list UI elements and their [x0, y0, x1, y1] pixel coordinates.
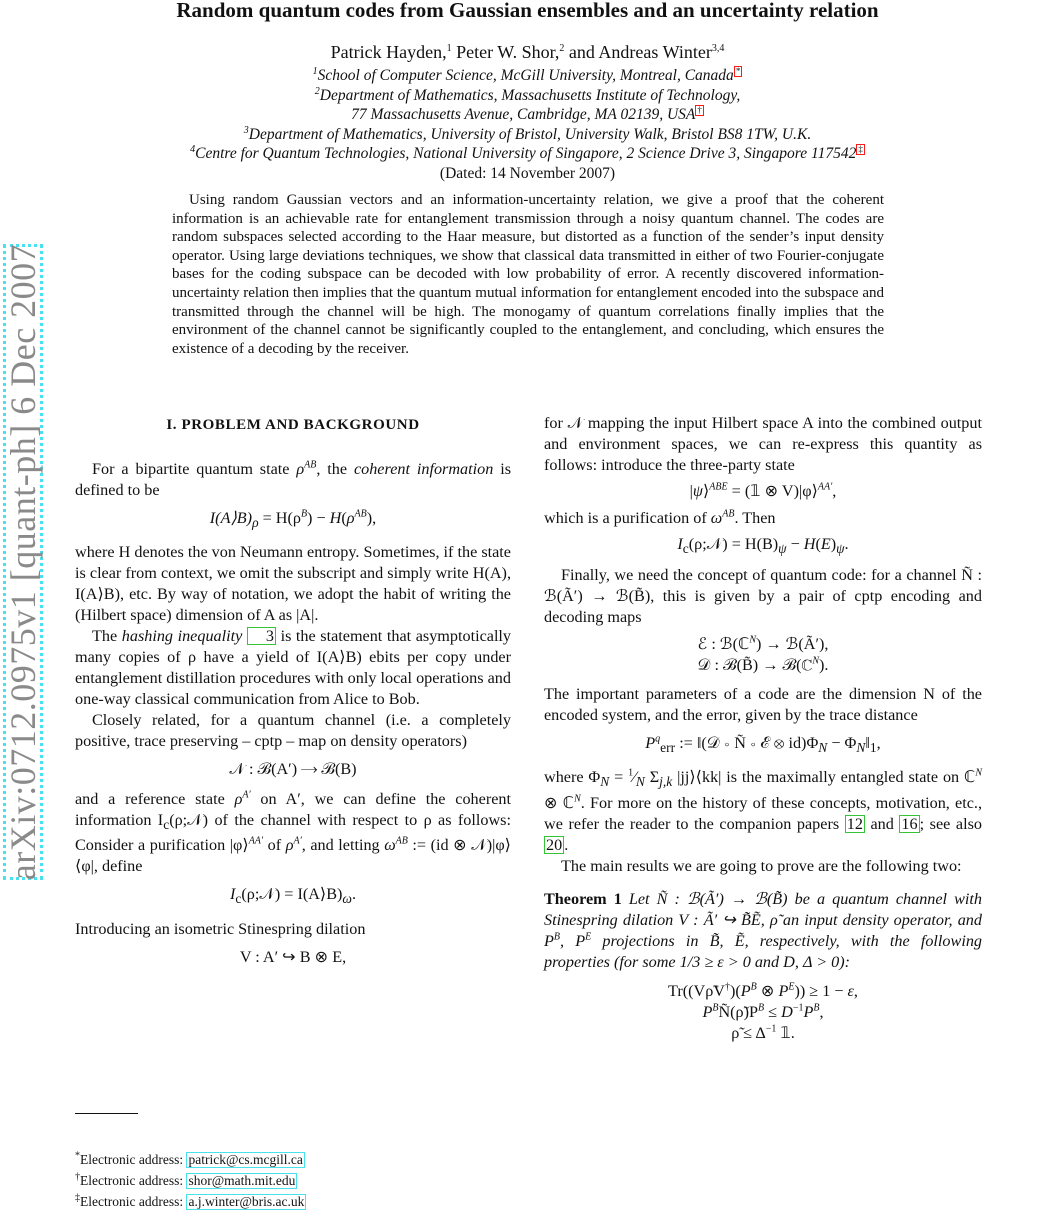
right-column — [544, 413, 982, 1044]
paragraph-max-entangled: where $\Phi_N$ = $^1⁄_N$ $\Sigma_{j,k}$ |jj⟩⟨kk| is the maximally entangled state on ℂ$^N$ ⊗ ℂ$^N$. For more on the history of these concepts, motivation, etc., we refer the reader to the companion papers 12 and 16 ; see also 20 . — [544, 768, 982, 854]
equation-stinespring: V : A′ ↪ B ⊗ E, — [239, 947, 347, 966]
footnotes — [75, 1149, 306, 1212]
citation-16[interactable]: 16 — [901, 814, 918, 833]
citation-3[interactable]: 3 — [247, 627, 276, 645]
affiliation-list — [0, 66, 1055, 183]
email-link-shor[interactable]: shor@math.mit.edu — [188, 1173, 296, 1188]
author-hayden: Patrick Hayden, — [330, 42, 447, 62]
affiliation-2b: 77 Massachusetts Avenue, Cambridge, MA 02139, USA † — [351, 105, 702, 124]
theorem-1: Theorem 1 Let Ñ : ℬ(Ã′) → ℬ(B̃) be a quantum channel with Stinespring dilation V : Ã′ ↪ B̃Ẽ, ρ̃ an input density operator, and $P^B$, $P^E$ projections in B̃, Ẽ, respectively, with the following properties (for some 1/3 ≥ ε > 0 and D, Δ > 0): — [544, 889, 983, 971]
paragraph-stinespring: Introducing an isometric Stinespring dilation — [75, 919, 366, 938]
paragraph-reference-state: and a reference state $\rho^{A'}$ on A′, we can define the coherent information $I_c(\rho;𝒩)$ of the channel with respect to ρ as follows: Consider a purification |φ⟩$^{AA'}$ of $\rho^{A'}$, and letting $\omega^{AB}$ := (id ⊗ 𝒩)|φ⟩⟨φ|, define — [75, 789, 511, 876]
affiliation-2a: $^2$Department of Mathematics, Massachusetts Institute of Technology, — [314, 85, 741, 104]
author-winter: and Andreas Winter — [568, 42, 712, 62]
arxiv-id-stamp[interactable] — [3, 244, 43, 880]
equation-theorem-3: ρ̃ ≤ $\Delta^{-1}$ 𝟙. — [731, 1023, 795, 1042]
affiliation-3: $^3$Department of Mathematics, University of Bristol, University Walk, Bristol BS8 1TW, U.K. — [243, 124, 812, 143]
author-shor: Peter W. Shor, — [456, 42, 560, 62]
section-heading: I. PROBLEM AND BACKGROUND — [166, 417, 420, 433]
equation-theorem-1: $Tr((V\rhõV^\dagger)(P^B$ ⊗ $P^E)) \ge 1 - \varepsilon$, — [668, 981, 858, 1000]
equation-error: $P^q_{err}$ := ‖(𝒟 ∘ Ñ ∘ ℰ ⊗ $id)\Phi_N$ − $\Phi_N‖_1$, — [645, 733, 881, 756]
theorem-label: Theorem 1 — [544, 889, 622, 908]
footnote-link-1[interactable]: * — [735, 66, 741, 76]
footnote-link-2[interactable]: † — [697, 105, 702, 116]
citation-12[interactable]: 12 — [846, 814, 863, 833]
paragraph-mapping: for 𝒩 mapping the input Hilbert space A into the combined output and environment spaces, we can re-express this quantity as follows: introduce the three-party state — [544, 414, 982, 474]
equation-coherent-info: $I(A⟩B)_\rho = H(\rho^B) - H(\rho^{AB})$, — [209, 508, 377, 531]
dated-line: (Dated: 14 November 2007) — [439, 164, 616, 182]
footnote-2: †Electronic address: shor@math.mit.edu — [75, 1171, 296, 1188]
footnote-rule — [75, 1113, 138, 1114]
affiliation-1: $^1$School of Computer Science, McGill University, Montreal, Canada * — [312, 66, 741, 85]
footnote-link-3[interactable]: ‡ — [858, 144, 863, 155]
citation-20[interactable]: 20 — [546, 835, 563, 854]
equation-theorem-2: $P^BÑ(\rhõ)P^B \le D^{-1}P^B$, — [702, 1002, 824, 1021]
paragraph-hashing: The hashing inequality 3 is the statement that asymptotically many copies of ρ have a yield of I(A⟩B) ebits per copy under entanglement distillation procedures with only local operations and one-way classical communication from Alice to Bob. — [75, 627, 512, 709]
left-column — [75, 411, 511, 977]
paragraph-purification: which is a purification of $\omega^{AB}$. Then — [544, 508, 776, 527]
paragraph-parameters: The important parameters of a code are the dimension N of the encoded system, and the error, given by the trace distance — [544, 685, 982, 725]
equation-channel-map: 𝒩 : ℬ(A′) ⟶ ℬ(B) — [229, 760, 357, 779]
email-link-winter[interactable]: a.j.winter@bris.ac.uk — [188, 1194, 305, 1209]
equation-ic-definition: $I_c(\rho;𝒩)$ = $I(A⟩B)_\omega$. — [229, 885, 357, 907]
equation-encoding: ℰ : ℬ(ℂ$^N$) → ℬ(Ã′), — [697, 634, 829, 654]
paragraph-coherent-info: For a bipartite quantum state $\rho^{AB}$, the coherent information is defined to be — [75, 459, 511, 499]
footnote-3: ‡Electronic address: a.j.winter@bris.ac.uk — [75, 1192, 305, 1209]
paragraph-quantum-code: Finally, we need the concept of quantum code: for a channel Ñ : ℬ(Ã′) → ℬ(B̃), this is given by a pair of cptp encoding and decoding maps — [544, 566, 982, 627]
equation-ic-purification: $I_c(\rho;𝒩) = H(B)_\psi - H(E)_\psi$. — [677, 535, 849, 557]
paragraph-channel: Closely related, for a quantum channel (i.e. a completely positive, trace preserving – cptp – map on density operators) — [75, 711, 511, 751]
paper-title: Random quantum codes from Gaussian ensembles and an uncertainty relation — [176, 0, 879, 22]
equation-decoding: 𝒟 : ℬ(B̃) → ℬ(ℂ$^N$). — [697, 655, 829, 675]
author-list: Patrick Hayden,$^1$ Peter W. Shor,$^2$ and Andreas Winter$^{3,4}$ — [330, 42, 725, 62]
paragraph-von-neumann: where H denotes the von Neumann entropy. Sometimes, if the state is clear from context, we omit the subscript and simply write H(A), I(A⟩B), etc. By way of notation, we adopt the habit of writing the (Hilbert space) dimension of A as |A|. — [75, 543, 511, 625]
affiliation-4: $^4$Centre for Quantum Technologies, National University of Singapore, 2 Science Drive 3, Singapore 117542 ‡ — [190, 144, 863, 163]
email-link-hayden[interactable]: patrick@cs.mcgill.ca — [188, 1152, 303, 1167]
equation-three-party: |ψ⟩$^{ABE}$ = (𝟙 ⊗ V)|φ⟩$^{AA'}$, — [689, 481, 837, 500]
arxiv-id-text: arXiv:0712.0975v1 [quant-ph] 6 Dec 2007 — [3, 243, 43, 881]
footnote-1: *Electronic address: patrick@cs.mcgill.ca — [75, 1150, 303, 1167]
abstract: Using random Gaussian vectors and an information-uncertainty relation, we give a proof that the coherent information is an achievable rate for entanglement transmission through a noisy quantum channel. The codes are random subspaces selected according to the Haar measure, but distorted as a function of the sender’s input density operator. Using large deviations techniques, we show that classical data transmitted in either of two Fourier-conjugate bases for the coding subspace can be decoded with low probability of error. A recently discovered information-uncertainty relation then implies that the quantum mutual information for entanglement encoded into the subspace and transmitted through the channel will be high. The monogamy of quantum correlations finally implies that the environment of the channel cannot be significantly coupled to the entanglement, and concluding, which ensures the existence of a decoding by the receiver. — [172, 192, 884, 357]
paragraph-main-results: The main results we are going to prove are the following two: — [561, 856, 962, 875]
